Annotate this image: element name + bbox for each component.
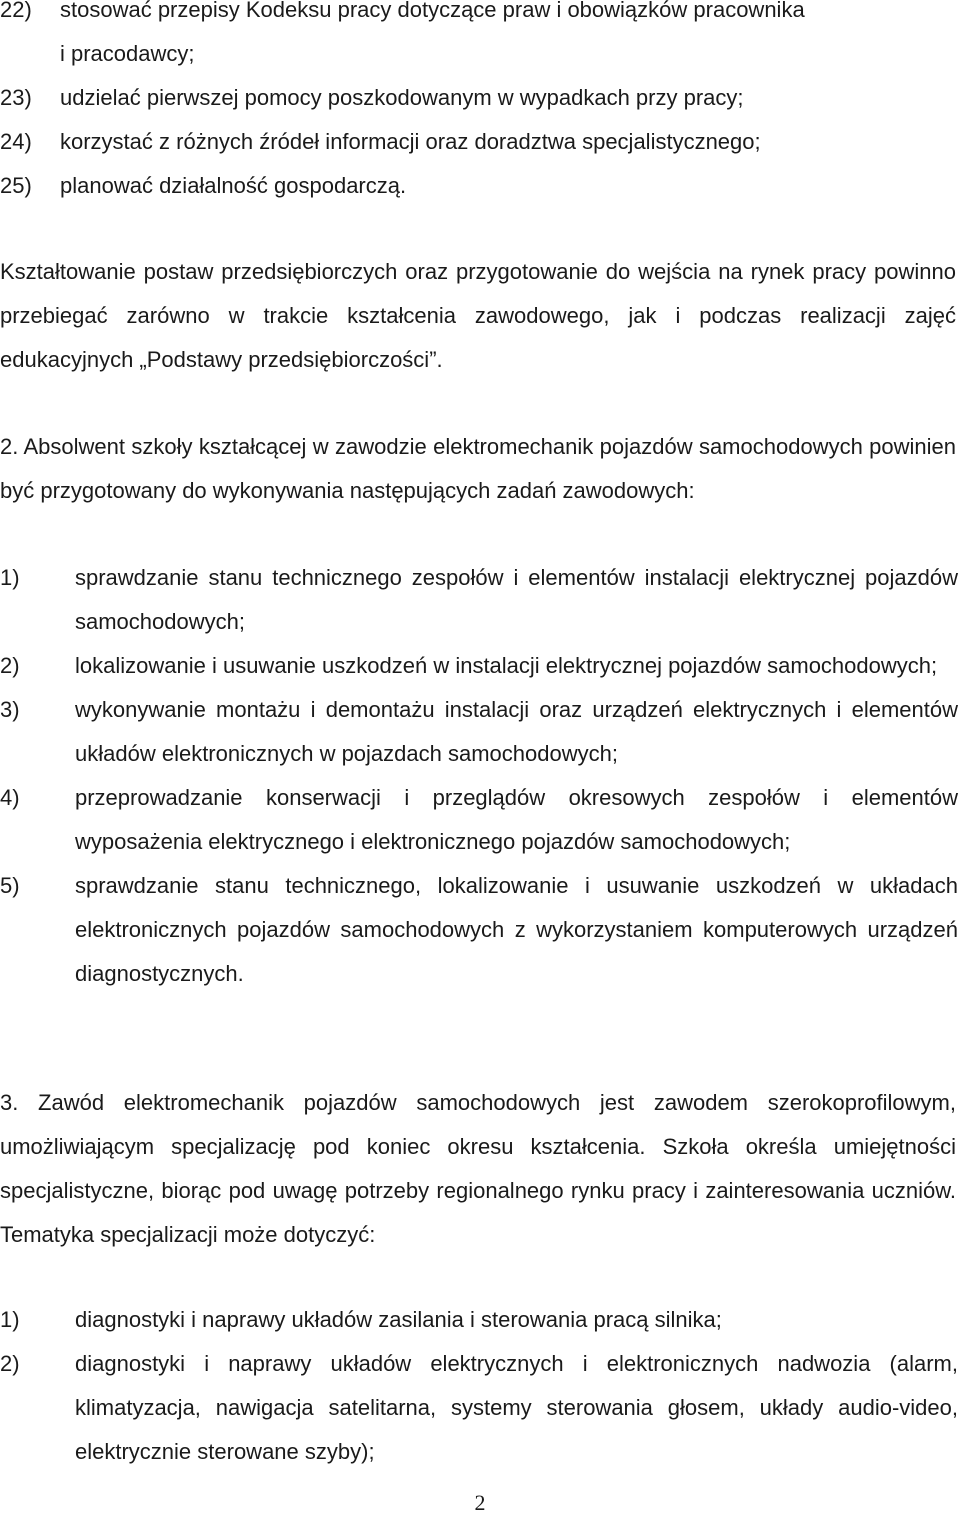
list-text: diagnostyki i naprawy układów elektrycznych i elektronicznych nadwozia (alarm, klimatyzacja, nawigacja satelitarna, systemy sterowania głosem, układy audio-video, elektrycznie sterowane szyby); (75, 1351, 958, 1464)
list-item (0, 556, 958, 644)
list-number: 2) (0, 653, 20, 678)
list-item (0, 864, 958, 996)
list-item (0, 1342, 958, 1474)
list-number: 24) (0, 129, 32, 154)
list-number: 4) (0, 785, 20, 810)
list-number: 25) (0, 173, 32, 198)
competency-list-continued (0, 0, 958, 208)
list-number: 23) (0, 85, 32, 110)
list-text: udzielać pierwszej pomocy poszkodowanym w wypadkach przy pracy; (60, 85, 744, 110)
list-number: 22) (0, 0, 32, 22)
list-text: diagnostyki i naprawy układów zasilania i sterowania pracą silnika; (75, 1307, 722, 1332)
list-text: stosować przepisy Kodeksu pracy dotyczące praw i obowiązków pracownika (60, 0, 805, 22)
graduate-task-list (0, 556, 958, 996)
list-text: przeprowadzanie konserwacji i przeglądów okresowych zespołów i elementów wyposażenia elektrycznego i elektronicznego pojazdów samochodowych; (75, 785, 958, 854)
list-item (0, 1298, 958, 1342)
list-item (0, 120, 958, 164)
list-text: sprawdzanie stanu technicznego, lokalizowanie i usuwanie uszkodzeń w układach elektronicznych pojazdów samochodowych z wykorzystaniem komputerowych urządzeń diagnostycznych. (75, 873, 958, 986)
list-item-continuation (0, 32, 958, 76)
paragraph-graduate-tasks: 2. Absolwent szkoły kształcącej w zawodzie elektromechanik pojazdów samochodowych powinien być przygotowany do wykonywania następujących zadań zawodowych: (0, 434, 956, 503)
paragraph-entrepreneurship: Kształtowanie postaw przedsiębiorczych oraz przygotowanie do wejścia na rynek pracy powinno przebiegać zarówno w trakcie kształcenia zawodowego, jak i podczas realizacji zajęć edukacyjnych „Podstawy przedsiębiorczości”. (0, 259, 956, 372)
list-number: 3) (0, 697, 20, 722)
list-number: 1) (0, 1307, 20, 1332)
list-item (0, 76, 958, 120)
list-item (0, 776, 958, 864)
list-item (0, 688, 958, 776)
list-number: 5) (0, 873, 20, 898)
list-text: wykonywanie montażu i demontażu instalacji oraz urządzeń elektrycznych i elementów układów elektronicznych w pojazdach samochodowych; (75, 697, 958, 766)
list-text: korzystać z różnych źródeł informacji oraz doradztwa specjalistycznego; (60, 129, 761, 154)
list-text: planować działalność gospodarczą. (60, 173, 407, 198)
list-item (0, 0, 958, 32)
list-text: lokalizowanie i usuwanie uszkodzeń w instalacji elektrycznej pojazdów samochodowych; (75, 653, 938, 678)
list-item (0, 164, 958, 208)
list-item (0, 644, 958, 688)
list-text: i pracodawcy; (60, 41, 195, 66)
paragraph-specialization: 3. Zawód elektromechanik pojazdów samochodowych jest zawodem szerokoprofilowym, umożliwiającym specjalizację pod koniec okresu kształcenia. Szkoła określa umiejętności specjalistyczne, biorąc pod uwagę potrzeby regionalnego rynku pracy i zainteresowania uczniów. Tematyka specjalizacji może dotyczyć: (0, 1090, 956, 1247)
list-number: 1) (0, 565, 20, 590)
specialization-list (0, 1298, 958, 1474)
list-number: 2) (0, 1351, 20, 1376)
page-number: 2 (474, 1490, 486, 1515)
list-text: sprawdzanie stanu technicznego zespołów i elementów instalacji elektrycznej pojazdów samochodowych; (75, 565, 958, 634)
